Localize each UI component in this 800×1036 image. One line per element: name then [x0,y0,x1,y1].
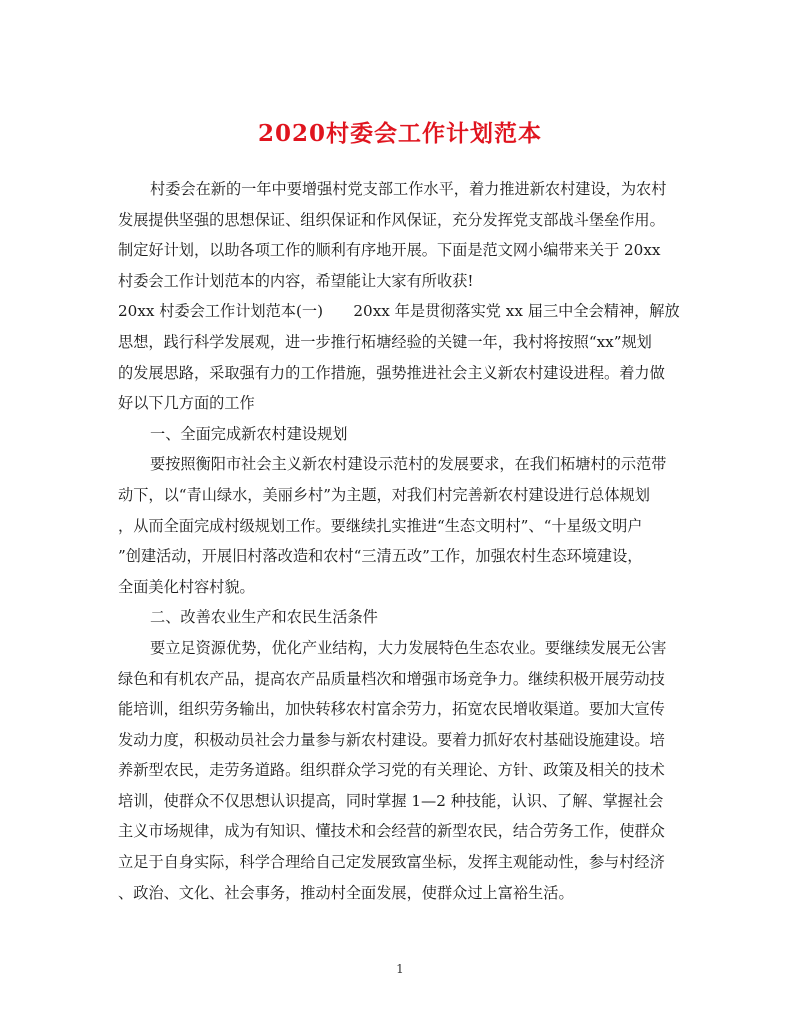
paragraph-line: 要立足资源优势，优化产业结构，大力发展特色生态农业。要继续发展无公害 [150,638,667,657]
paragraph-line: 养新型农民，走劳务道路。组织群众学习党的有关理论、方针、政策及相关的技术 [118,761,665,780]
paragraph-line: ”创建活动，开展旧村落改造和农村“三清五改”工作，加强农村生态环境建设， [118,547,643,566]
paragraph-line: 制定好计划，以助各项工作的顺利有序地开展。下面是范文网小编带来关于 20xx [118,241,661,260]
paragraph-line: 发动力度，积极动员社会力量参与新农村建设。要着力抓好农村基础设施建设。培 [118,730,665,749]
paragraph-line: 发展提供坚强的思想保证、组织保证和作风保证，充分发挥党支部战斗堡垒作用。 [118,210,665,229]
paragraph-line: 村委会在新的一年中要增强村党支部工作水平，着力推进新农村建设，为农村 [150,180,667,198]
page-number: 1 [396,962,404,976]
paragraph-line: 能培训，组织劳务输出，加快转移农村富余劳力，拓宽农民增收渠道。要加大宣传 [118,700,665,719]
paragraph-line: 的发展思路，采取强有力的工作措施，强势推进社会主义新农村建设进程。着力做 [118,363,665,382]
paragraph-line: 思想，践行科学发展观，进一步推行柘塘经验的关键一年，我村将按照“xx”规划 [118,332,652,351]
paragraph-line: ，从而全面完成村级规划工作。要继续扎实推进“生态文明村”、“十星级文明户 [118,516,643,535]
paragraph-line: 培训，使群众不仅思想认识提高，同时掌握 1—2 种技能，认识、了解、掌握社会 [118,791,664,810]
paragraph-line: 全面美化村容村貌。 [118,577,255,596]
section-heading: 一、全面完成新农村建设规划 [150,424,348,443]
paragraph-line: 绿色和有机农产品，提高农产品质量档次和增强市场竞争力。继续积极开展劳动技 [118,669,665,688]
paragraph-line: 动下，以“青山绿水，美丽乡村”为主题，对我们村完善新农村建设进行总体规划 [118,485,650,504]
document-body [118,174,686,908]
section-heading: 二、改善农业生产和农民生活条件 [150,608,378,627]
paragraph-line: 村委会工作计划范本的内容，希望能让大家有所收获! [118,271,474,290]
paragraph-line: 20xx 村委会工作计划范本(一) 20xx 年是贯彻落实党 xx 届三中全会精神，解放 [118,302,680,321]
paragraph-line: 、政治、文化、社会事务，推动村全面发展，使群众过上富裕生活。 [118,883,574,902]
paragraph-line: 要按照衡阳市社会主义新农村建设示范村的发展要求，在我们柘塘村的示范带 [150,455,667,474]
paragraph-line: 主义市场规律，成为有知识、懂技术和会经营的新型农民，结合劳务工作，使群众 [118,822,665,841]
document-title: 2020村委会工作计划范本 [257,120,542,147]
paragraph-line: 立足于自身实际，科学合理给自己定发展致富坐标，发挥主观能动性，参与村经济 [118,853,665,872]
paragraph-line: 好以下几方面的工作 [118,394,255,413]
